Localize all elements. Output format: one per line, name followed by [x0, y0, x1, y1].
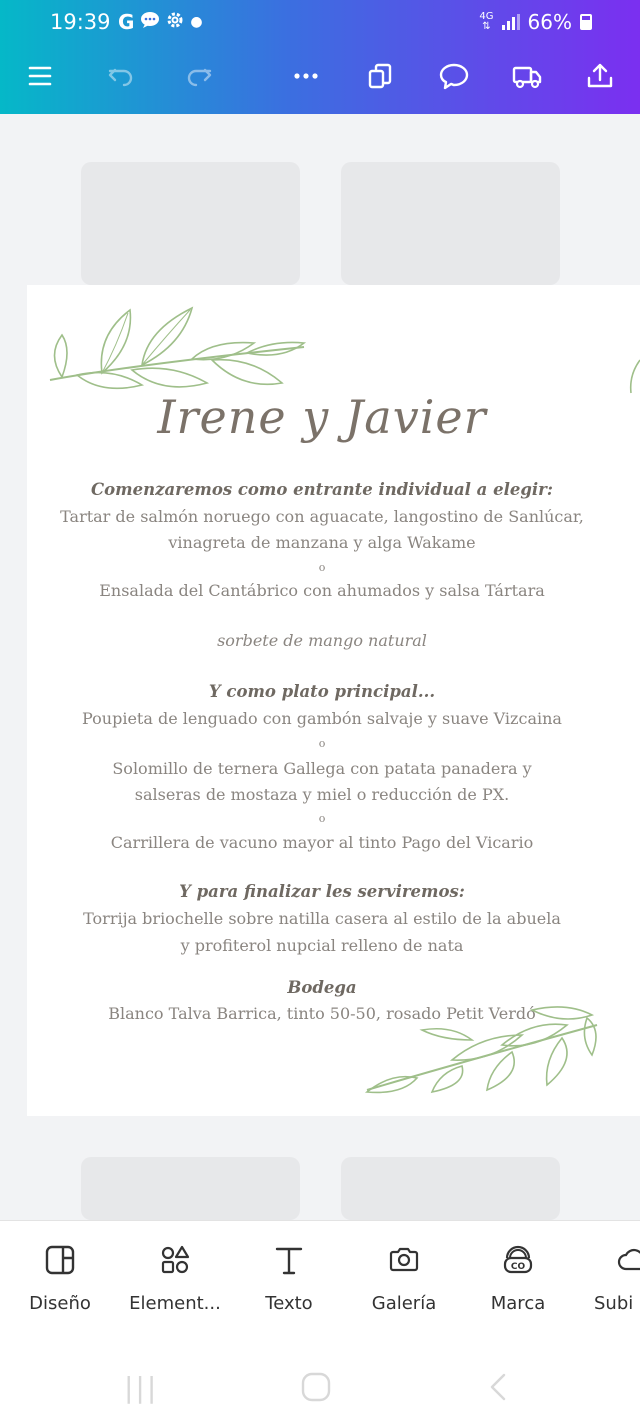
signal-icon [502, 14, 520, 30]
app-header [0, 0, 640, 114]
text-icon [272, 1243, 306, 1277]
course1-option2[interactable]: Ensalada del Cantábrico con ahumados y salsa Tártara [99, 581, 545, 600]
course1-option1-line1[interactable]: Tartar de salmón noruego con aguacate, langostino de Sanlúcar, [60, 507, 584, 526]
dessert-line1[interactable]: Torrija briochelle sobre natilla casera al estilo de la abuela [83, 909, 561, 928]
battery-icon [580, 14, 592, 30]
nav-brand-label: Marca [490, 1293, 546, 1314]
course1-separator[interactable]: o [318, 561, 326, 574]
editor-toolbar [0, 50, 640, 100]
home-icon[interactable] [300, 1371, 332, 1407]
network-type: 4G ⇅ [479, 11, 494, 32]
brand-icon [501, 1243, 535, 1277]
chat-bubble-icon [140, 10, 160, 34]
nav-brand[interactable] [458, 1243, 578, 1314]
course1-heading[interactable]: Comenzaremos como entrante individual a elegir: [91, 480, 553, 499]
nav-elements-label: Element... [129, 1293, 221, 1314]
nav-design[interactable] [0, 1243, 120, 1314]
course2-option2-line1[interactable]: Solomillo de ternera Gallega con patata panadera y [112, 759, 532, 778]
layout-icon [43, 1243, 77, 1277]
status-time: 19:39 [50, 10, 111, 34]
google-g-icon: G [118, 10, 135, 34]
menu-icon[interactable] [20, 56, 60, 96]
battery-percent: 66% [527, 10, 572, 34]
wine-heading[interactable]: Bodega [287, 978, 357, 997]
print-delivery-icon[interactable] [507, 56, 547, 96]
status-bar [0, 0, 640, 48]
course2-option2-line2[interactable]: salseras de mostaza y miel o reducción de PX. [134, 785, 510, 804]
design-page[interactable] [27, 285, 640, 1116]
nav-gallery-label: Galería [371, 1293, 437, 1314]
dot-icon: ● [190, 14, 203, 30]
menu-content [27, 285, 640, 1116]
couple-title[interactable]: Irene y Javier [157, 390, 487, 444]
page-thumbnail[interactable] [81, 162, 300, 285]
system-indicators [479, 10, 592, 34]
page-thumbnail[interactable] [81, 1157, 300, 1220]
dessert-heading[interactable]: Y para finalizar les serviremos: [179, 882, 465, 901]
more-icon[interactable] [286, 56, 326, 96]
pages-icon[interactable] [360, 56, 400, 96]
bottom-toolbar [0, 1220, 640, 1423]
svg-text:CO: CO [510, 1262, 526, 1272]
redo-icon[interactable] [179, 56, 219, 96]
nav-text[interactable] [229, 1243, 349, 1314]
page-thumbnail[interactable] [341, 162, 560, 285]
nav-text-label: Texto [265, 1293, 313, 1314]
back-icon[interactable] [486, 1371, 510, 1407]
course2-separator[interactable]: o [318, 812, 326, 825]
nav-elements[interactable] [115, 1243, 235, 1314]
share-icon[interactable] [580, 56, 620, 96]
course2-option3[interactable]: Carrillera de vacuno mayor al tinto Pago del Vicario [110, 833, 534, 852]
nav-uploads-label: Subi [594, 1293, 634, 1314]
nav-design-label: Diseño [29, 1293, 91, 1314]
page-thumbnail[interactable] [341, 1157, 560, 1220]
nav-gallery[interactable] [344, 1243, 464, 1314]
settings-gear-icon [166, 10, 184, 34]
shapes-icon [158, 1243, 192, 1277]
sorbet-line[interactable]: sorbete de mango natural [217, 631, 427, 650]
comment-icon[interactable] [434, 56, 474, 96]
upload-cloud-icon [616, 1243, 640, 1277]
notification-icons [118, 10, 203, 34]
nav-uploads[interactable] [572, 1243, 640, 1314]
recent-apps-icon[interactable]: ||| [124, 1371, 159, 1404]
course2-separator[interactable]: o [318, 737, 326, 750]
wine-line1[interactable]: Blanco Talva Barrica, tinto 50-50, rosado Petit Verdó [108, 1004, 536, 1023]
dessert-line2[interactable]: y profiterol nupcial relleno de nata [180, 936, 464, 955]
course2-heading[interactable]: Y como plato principal... [208, 682, 436, 701]
camera-icon [387, 1243, 421, 1277]
undo-icon[interactable] [101, 56, 141, 96]
leaf-branch-bottom [362, 1000, 602, 1095]
android-nav-bar [0, 1371, 640, 1411]
course1-option1-line2[interactable]: vinagreta de manzana y alga Wakame [168, 533, 476, 552]
course2-option1[interactable]: Poupieta de lenguado con gambón salvaje y suave Vizcaina [82, 709, 562, 728]
